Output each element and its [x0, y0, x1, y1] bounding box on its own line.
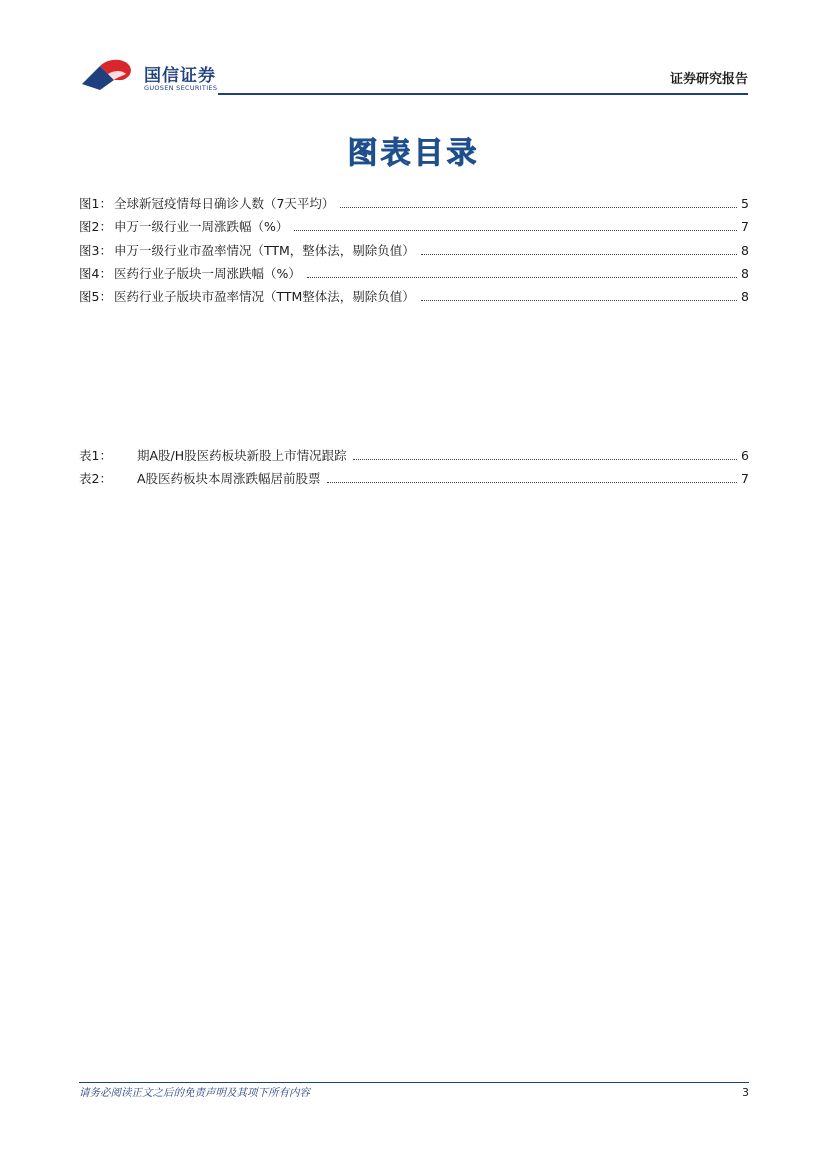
toc-text: 申万一级行业市盈率情况（TTM，整体法，剔除负值） [113, 242, 415, 258]
toc-label: 图2： [79, 219, 112, 235]
toc-entry-figure-5[interactable] [79, 287, 749, 310]
toc-text: 期A股/H股医药板块新股上市情况跟踪 [137, 448, 347, 463]
dot-leader [307, 276, 737, 278]
toc-text: A股医药板块本周涨跌幅居前股票 [137, 471, 321, 487]
guosen-logo-icon [78, 56, 138, 92]
guosen-logo [78, 56, 238, 96]
logo-english-name: GUOSEN SECURITIES [144, 84, 218, 92]
dot-leader [294, 229, 737, 231]
footer-disclaimer: 请务必阅读正文之后的免责声明及其项下所有内容 [79, 1087, 310, 1099]
toc-text: 全球新冠疫情每日确诊人数（7天平均） [113, 196, 335, 211]
toc-entry-figure-2[interactable] [79, 217, 749, 240]
header-divider [218, 93, 748, 95]
toc-text: 医药行业子版块一周涨跌幅（%） [113, 265, 301, 281]
toc-entry-table-1[interactable] [79, 446, 749, 469]
dot-leader [353, 458, 737, 460]
toc-label: 图4： [79, 265, 112, 281]
logo-chinese-name: 国信证券 [144, 66, 216, 86]
toc-entry-figure-3[interactable] [79, 241, 749, 264]
toc-page-number: 8 [741, 242, 749, 258]
toc-label: 表2： [79, 471, 112, 487]
toc-page-number: 7 [741, 219, 749, 235]
footer-page-number: 3 [742, 1086, 749, 1099]
toc-page-number: 5 [741, 196, 749, 211]
toc-entry-figure-4[interactable] [79, 264, 749, 287]
toc-page-number: 8 [741, 265, 749, 281]
toc-label: 图1： [79, 196, 112, 211]
toc-entry-figure-1[interactable] [79, 194, 749, 217]
toc-label: 表1： [79, 448, 112, 463]
toc-page-number: 7 [741, 471, 749, 487]
footer-divider [79, 1082, 749, 1083]
toc-text: 申万一级行业一周涨跌幅（%） [113, 219, 289, 235]
page-header [78, 56, 748, 96]
toc-entry-table-2[interactable] [79, 469, 749, 492]
dot-leader [327, 481, 737, 483]
toc-label: 图3： [79, 242, 112, 258]
figure-list [79, 194, 749, 310]
dot-leader [340, 206, 737, 208]
report-type-label: 证券研究报告 [669, 72, 748, 87]
dot-leader [421, 253, 737, 255]
page-title: 图表目录 [347, 136, 480, 171]
table-list [79, 446, 749, 493]
toc-page-number: 8 [741, 289, 749, 305]
toc-text: 医药行业子版块市盈率情况（TTM整体法，剔除负值） [113, 289, 415, 305]
toc-label: 图5： [79, 289, 112, 305]
dot-leader [421, 299, 737, 301]
toc-page-number: 6 [741, 448, 749, 463]
